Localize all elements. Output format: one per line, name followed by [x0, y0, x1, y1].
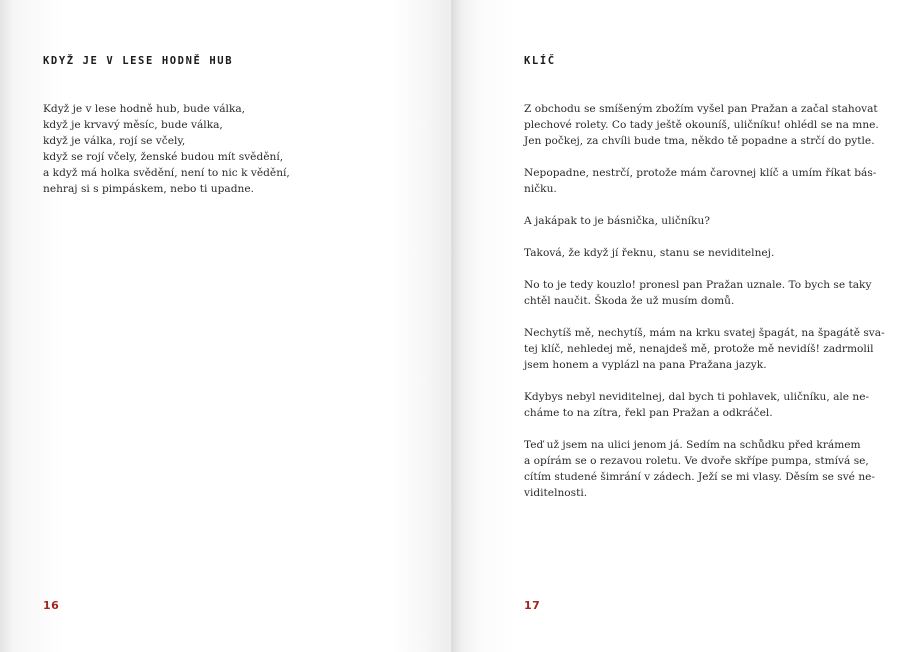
page-number-left: 16 — [43, 599, 60, 612]
text-line: plechové rolety. Co tady ještě okouníš, uličníku! ohlédl se na mne. — [524, 119, 879, 131]
text-line: jsem honem a vyplázl na pana Pražana jazyk. — [524, 359, 767, 371]
text-line: tej klíč, nehledej mě, nenajdeš mě, protože mě nevidíš! zadrmolil — [524, 343, 874, 355]
paragraph — [524, 277, 885, 309]
text-line: Kdybys nebyl neviditelnej, dal bych ti pohlavek, uličníku, ale ne- — [524, 391, 870, 403]
poem-text — [43, 101, 290, 197]
text-line: No to je tedy kouzlo! pronesl pan Pražan uznale. To bych se taky — [524, 279, 872, 291]
text-line: chtěl naučit. Škoda že už musím domů. — [524, 295, 735, 307]
text-line: Teď už jsem na ulici jenom já. Sedím na schůdku před krámem — [524, 439, 861, 451]
page-number-right: 17 — [524, 599, 541, 612]
paragraph — [524, 101, 885, 149]
text-line: Z obchodu se smíšeným zbožím vyšel pan Pražan a začal stahovat — [524, 103, 878, 115]
poem-heading: KDYŽ JE V LESE HODNĚ HUB — [43, 55, 234, 67]
text-line: A jakápak to je básnička, uličníku? — [524, 215, 710, 227]
text-line: Nechytíš mě, nechytíš, mám na krku svatej špagát, na špagátě sva- — [524, 327, 885, 339]
text-line: viditelnosti. — [524, 487, 588, 499]
paragraph — [524, 213, 885, 229]
text-line: Jen počkej, za chvíli bude tma, někdo tě popadne a strčí do pytle. — [524, 135, 875, 147]
left-page — [0, 0, 453, 652]
text-line: Nepopadne, nestrčí, protože mám čarovnej klíč a umím říkat bás- — [524, 167, 877, 179]
text-line: Taková, že když jí řeknu, stanu se neviditelnej. — [524, 247, 775, 259]
paragraph — [524, 437, 885, 501]
paragraph — [524, 165, 885, 197]
poem-line: a když má holka svědění, není to nic k vědění, — [43, 167, 290, 179]
paragraph — [524, 389, 885, 421]
poem-line: když je válka, rojí se včely, — [43, 135, 186, 147]
chapter-heading: KLÍČ — [524, 55, 556, 67]
text-line: a opírám se o rezavou roletu. Ve dvoře skřípe pumpa, stmívá se, — [524, 455, 869, 467]
poem-line: když se rojí včely, ženské budou mít svědění, — [43, 151, 284, 163]
paragraph — [524, 325, 885, 373]
poem-line: Když je v lese hodně hub, bude válka, — [43, 103, 246, 115]
poem-line: když je krvavý měsíc, bude válka, — [43, 119, 223, 131]
right-page — [453, 0, 907, 652]
text-line: cháme to na zítra, řekl pan Pražan a odkráčel. — [524, 407, 773, 419]
text-line: ničku. — [524, 183, 557, 195]
chapter-text — [524, 101, 885, 517]
text-line: cítím studené šimrání v zádech. Ježí se mi vlasy. Děsím se své ne- — [524, 471, 875, 483]
poem-line: nehraj si s pimpáskem, nebo ti upadne. — [43, 183, 254, 195]
paragraph — [524, 245, 885, 261]
